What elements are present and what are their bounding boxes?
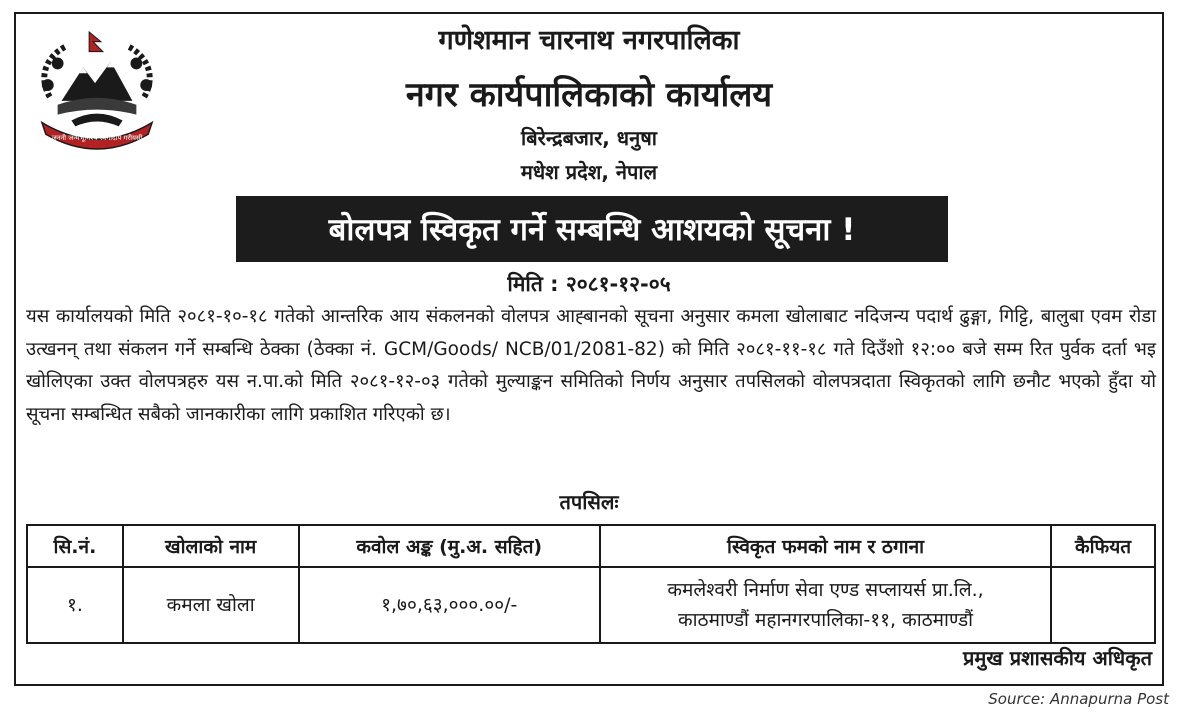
notice-date: मिति : २०८१-१२-०५ [507,272,671,296]
cell-serial: १. [27,567,123,643]
address-line-1: बिरेन्द्रबजार, धनुषा [521,126,657,150]
header-remarks: कैफियत [1051,525,1155,567]
header-firm-name-address: स्विकृत फमको नाम र ठगाना [600,525,1051,567]
cell-river-name: कमला खोला [123,567,299,643]
office-name: नगर कार्यपालिकाको कार्यालय [405,75,773,115]
source-credit: Source: Annapurna Post [988,690,1169,708]
header-bid-amount: कवोल अङ्क (मु.अ. सहित) [299,525,601,567]
notice-title: बोलपत्र स्विकृत गर्ने सम्बन्धि आशयको सूचना ! [328,212,856,248]
table-row [27,567,1155,643]
notice-body: यस कार्यालयको मिति २०८१-१०-१८ गतेको आन्तरिक आय संकलनको वोलपत्र आह्बानको सूचना अनुसार कमला खोलाबाट नदिजन्य पदार्थ ढुङ्गा, गिट्टि, बालुबा एवम रोडा उत्खनन् तथा संकलन गर्ने सम्बन्धि ठेक्का (ठेक्का नं. GCM/Goods/ NCB/01/2081-82) को मिति २०८१-११-१८ गते दिउँशो १२:०० बजे सम्म रित पुर्वक दर्ता भइ खोलिएका उक्त वोलपत्रहरु यस न.पा.को मिति २०८१-१२-०३ गतेको मुल्याङ्कन समितिको निर्णय अनुसार तपसिलको वोलपत्रदाता स्विकृतको लागि छनौट भएको हुँदा यो सूचना सम्बन्धित सबैको जानकारीका लागि प्रकाशित गरिएको छ। [26,306,1156,425]
notice-box [14,12,1164,686]
table-header-row [27,525,1155,567]
details-heading: तपसिलः [559,490,619,514]
firm-address: काठमाण्डौं महानगरपालिका-११, काठमाण्डौं [678,609,974,631]
signature-designation: प्रमुख प्रशासकीय अधिकृत [963,646,1152,670]
cell-remarks [1051,567,1155,643]
firm-name: कमलेश्वरी निर्माण सेवा एण्ड सप्लायर्स प्रा.लि., [667,579,984,601]
header-river-name: खोलाको नाम [123,525,299,567]
municipality-name: गणेशमान चारनाथ नगरपालिका [438,25,740,56]
cell-bid-amount: १,७०,६३,०००.००/- [299,567,601,643]
emblem-inscription: जननी जन्मभूमिश्च स्वर्गादपि गरीयसी [51,134,143,143]
notice-title-banner [236,196,948,262]
address-line-2: मधेश प्रदेश, नेपाल [520,160,658,184]
header-serial: सि.नं. [27,525,123,567]
cell-firm [600,567,1051,643]
award-table [26,524,1156,644]
